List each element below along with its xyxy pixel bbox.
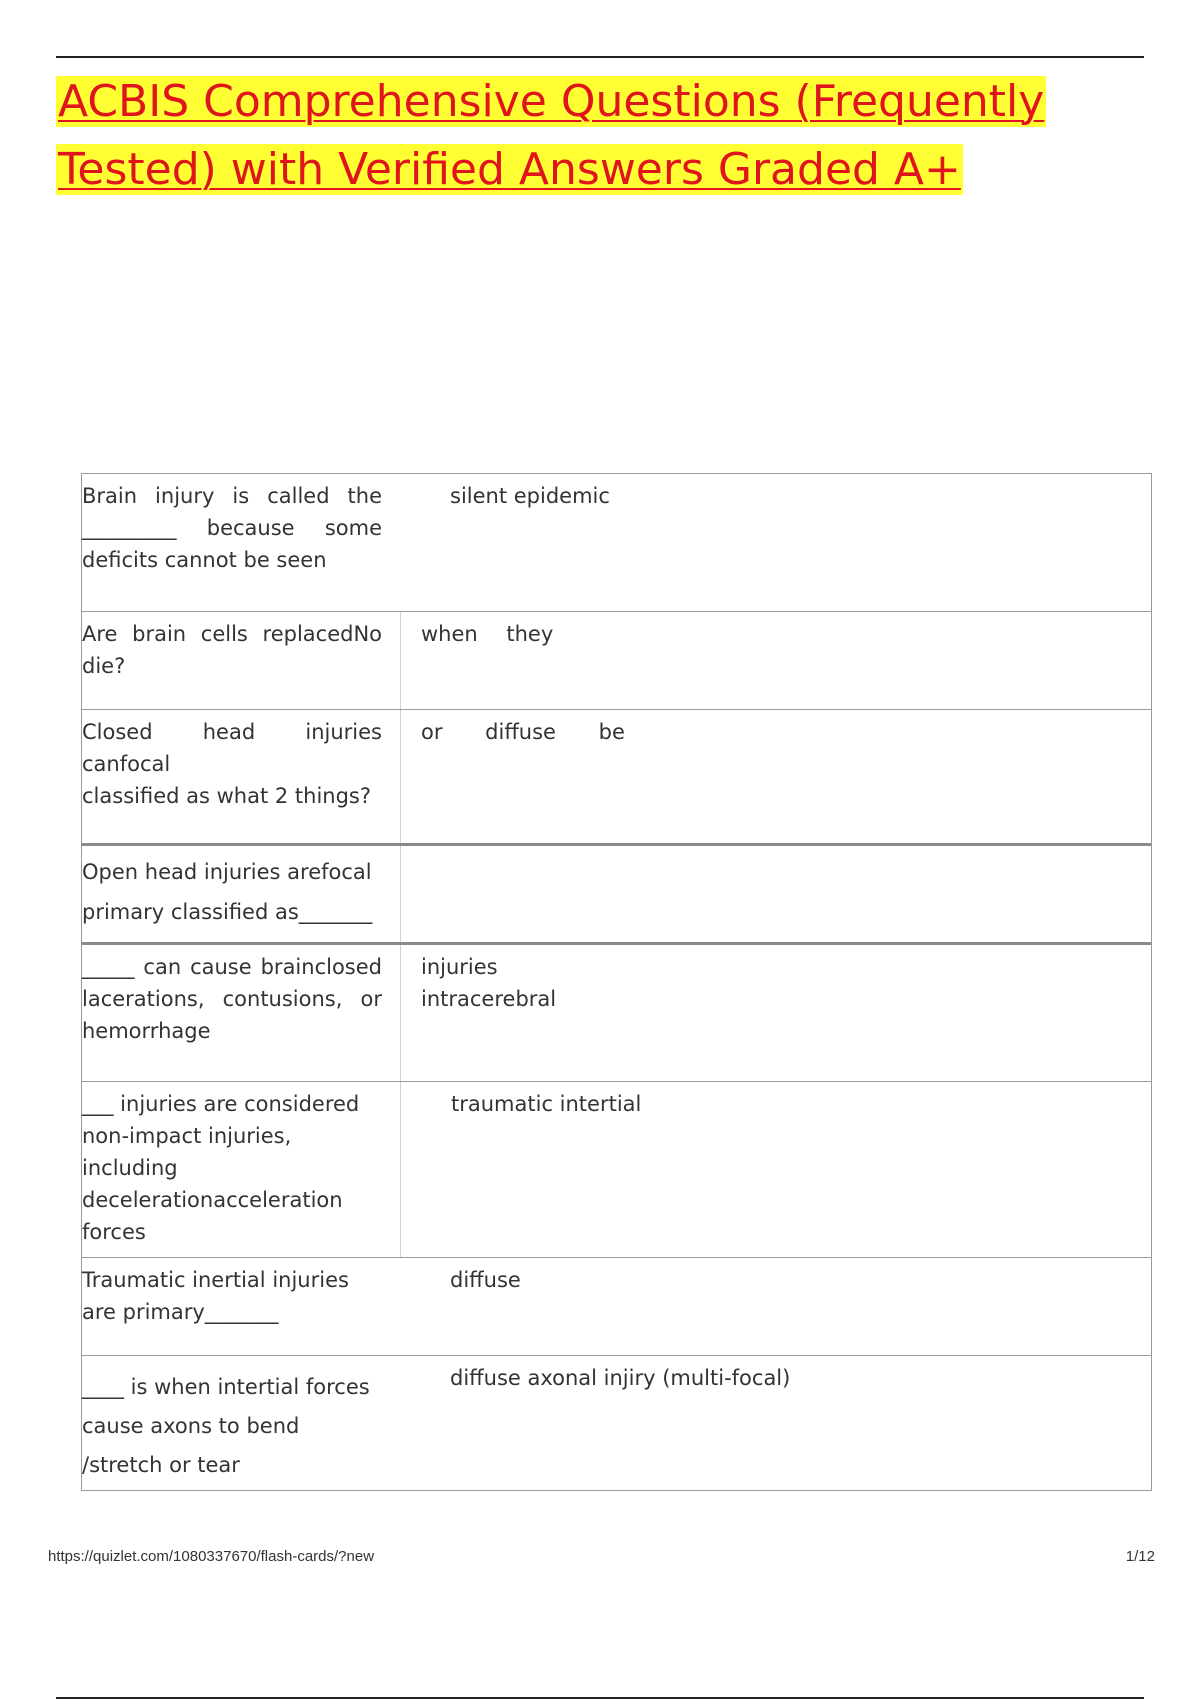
table-row — [82, 942, 1151, 1081]
table-row — [82, 1081, 1151, 1257]
answer-cell — [400, 945, 1151, 1081]
question-line: _________ because some — [82, 516, 382, 540]
question-line: ___ injuries are considered — [82, 1092, 360, 1116]
title-line-1: ACBIS Comprehensive Questions (Frequently — [58, 76, 1045, 127]
question-line: die? — [82, 654, 126, 678]
question-cell — [82, 710, 400, 843]
answer-line: diffuse axonal injiry (multi-focal) — [450, 1366, 791, 1390]
answer-line: injuries — [421, 955, 498, 979]
question-line: forces — [82, 1220, 146, 1244]
table-row — [82, 474, 1151, 611]
question-line: Are brain cells replacedNo — [82, 622, 382, 646]
question-cell — [82, 846, 400, 942]
table-row — [82, 1355, 1151, 1490]
answer-line: or diffuse be — [421, 720, 625, 744]
question-line: are primary_______ — [82, 1300, 279, 1324]
question-cell — [82, 1082, 400, 1257]
question-line: cause axons to bend — [82, 1414, 300, 1438]
question-line: ____ is when intertial forces — [82, 1375, 370, 1399]
question-line: lacerations, contusions, or — [82, 987, 382, 1011]
question-cell — [82, 612, 400, 709]
answer-cell — [400, 474, 1151, 611]
question-line: deficits cannot be seen — [82, 548, 327, 572]
question-cell — [82, 1356, 400, 1490]
bottom-rule — [56, 1697, 1144, 1699]
footer-url: https://quizlet.com/1080337670/flash-cards/?new — [48, 1548, 375, 1565]
answer-line: intracerebral — [421, 987, 557, 1011]
document-title — [56, 68, 1146, 204]
question-line: Brain injury is called the — [82, 484, 382, 508]
answer-line: traumatic intertial — [451, 1092, 642, 1116]
question-cell — [82, 474, 400, 611]
answer-cell — [400, 1082, 1151, 1257]
question-line: Open head injuries arefocal — [82, 860, 372, 884]
answer-line: when they — [421, 622, 554, 646]
question-line: classified as what 2 things? — [82, 784, 372, 808]
question-line: primary classified as_______ — [82, 900, 373, 924]
question-line: _____ can cause brainclosed — [82, 955, 382, 979]
answer-line: diffuse — [450, 1268, 521, 1292]
answer-line: silent epidemic — [450, 484, 610, 508]
table-row — [82, 611, 1151, 709]
answer-cell — [400, 1356, 1151, 1490]
answer-cell — [400, 1258, 1151, 1355]
question-line: decelerationacceleration — [82, 1188, 343, 1212]
answer-cell — [400, 612, 1151, 709]
flashcard-table — [81, 473, 1152, 1491]
table-row — [82, 1257, 1151, 1355]
page-number: 1/12 — [1125, 1548, 1155, 1565]
question-line: /stretch or tear — [82, 1453, 240, 1477]
question-line: non-impact injuries, — [82, 1124, 292, 1148]
question-line: Traumatic inertial injuries — [82, 1268, 349, 1292]
table-row — [82, 709, 1151, 843]
top-rule — [56, 56, 1144, 58]
answer-cell — [400, 710, 1151, 843]
answer-cell — [400, 846, 1151, 942]
title-line-2: Tested) with Verified Answers Graded A+ — [58, 144, 961, 195]
question-line: hemorrhage — [82, 1019, 211, 1043]
question-line: including — [82, 1156, 178, 1180]
table-row — [82, 843, 1151, 942]
question-cell — [82, 1258, 400, 1355]
question-cell — [82, 945, 400, 1081]
question-line: Closed head injuries canfocal — [82, 720, 382, 776]
